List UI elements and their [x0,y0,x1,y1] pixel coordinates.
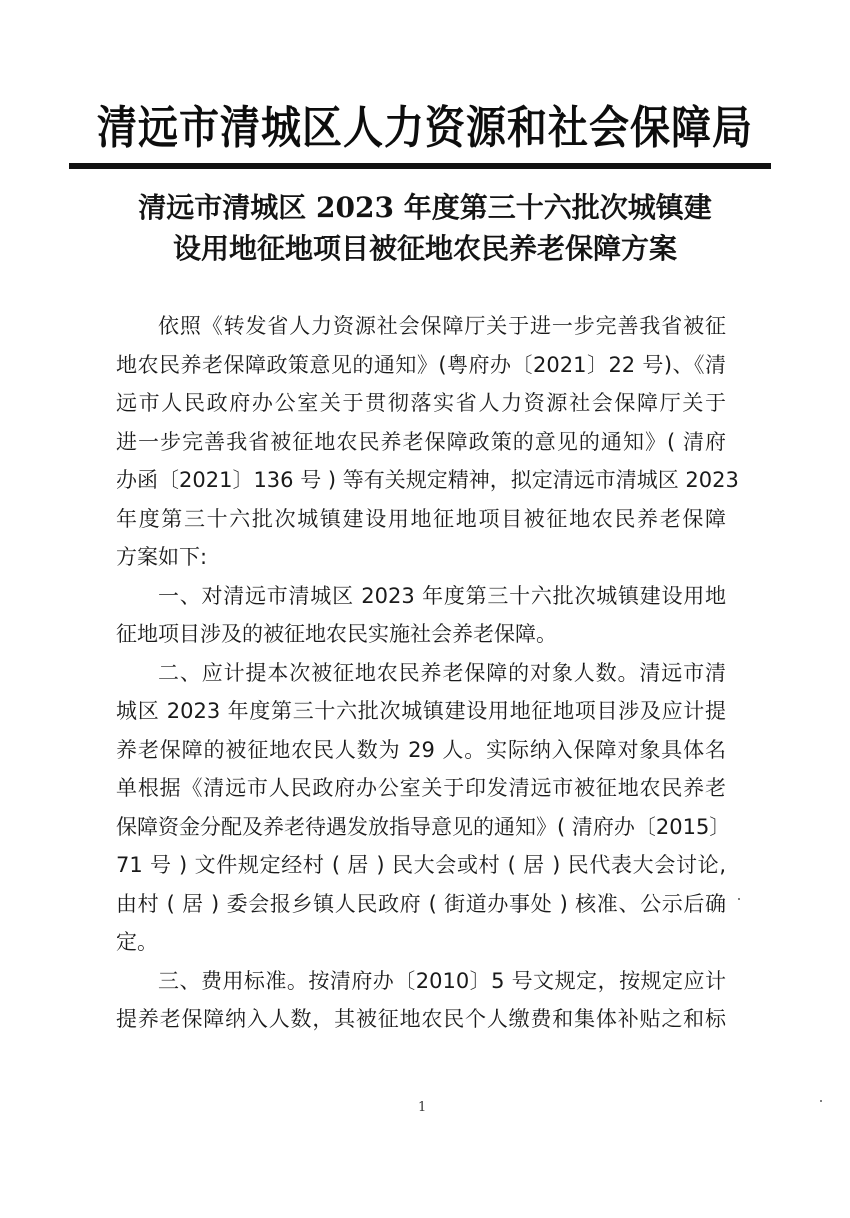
section-2-line: 养老保障的被征地农民人数为 29 人。实际纳入保障对象具体名 [116,737,726,762]
page-number: 1 [418,1100,427,1115]
paragraph-preamble-line: 远市人民政府办公室关于贯彻落实省人力资源社会保障厅关于 [116,391,726,415]
scan-speck [820,1100,822,1102]
section-2-line: 单根据《清远市人民政府办公室关于印发清远市被征地农民养老 [116,776,726,800]
section-3-line: 三、费用标准。按清府办〔2010〕5 号文规定，按规定应计 [158,968,726,993]
paragraph-preamble-line: 方案如下: [116,545,208,569]
document-title [0,187,850,269]
scan-speck [738,898,740,900]
section-2-line: 二、应计提本次被征地农民养老保障的对象人数。清远市清 [158,660,726,685]
agency-header: 清远市清城区人力资源和社会保障局 [97,101,753,155]
section-2-line: 71 号 ) 文件规定经村 ( 居 ) 民大会或村 ( 居 ) 民代表大会讨论, [116,853,726,877]
section-2-line: 城区 2023 年度第三十六批次城镇建设用地征地项目涉及应计提 [116,699,726,723]
document-title-line-1: 清远市清城区 2023 年度第三十六批次城镇建 [138,191,712,224]
section-2-line: 定。 [116,930,158,954]
section-1-line: 一、对清远市清城区 2023 年度第三十六批次城镇建设用地 [158,583,726,608]
document-title-line-2: 设用地征地项目被征地农民养老保障方案 [172,232,677,265]
section-2-line: 由村 ( 居 ) 委会报乡镇人民政府 ( 街道办事处 ) 核准、公示后确 [116,891,726,916]
paragraph-preamble-line: 办函〔2021〕136 号 ) 等有关规定精神，拟定清远市清城区 2023 [116,468,739,492]
header-rule [69,163,771,169]
document-body [116,307,739,1039]
paragraph-preamble-line: 地农民养老保障政策意见的通知》(粤府办〔2021〕22 号)、《清 [116,352,726,377]
section-2-line: 保障资金分配及养老待遇发放指导意见的通知》( 清府办〔2015〕 [116,814,731,839]
section-3-line: 提养老保障纳入人数，其被征地农民个人缴费和集体补贴之和标 [116,1007,726,1031]
paragraph-preamble-line: 进一步完善我省被征地农民养老保障政策的意见的通知》( 清府 [116,429,726,454]
paragraph-preamble-line: 年度第三十六批次城镇建设用地征地项目被征地农民养老保障 [116,506,726,531]
section-1-line: 征地项目涉及的被征地农民实施社会养老保障。 [116,622,557,646]
paragraph-preamble-line: 依照《转发省人力资源社会保障厅关于进一步完善我省被征 [158,314,726,338]
